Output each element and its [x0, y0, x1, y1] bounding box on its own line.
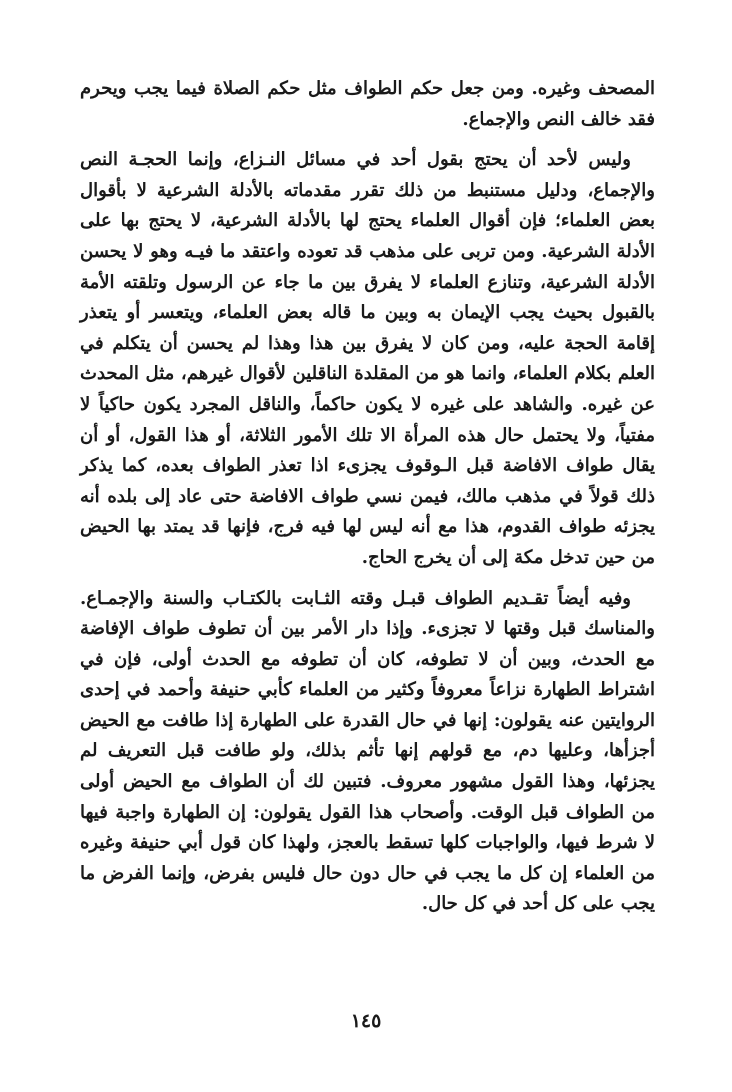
body-text [80, 74, 655, 920]
paragraph-2: وليس لأحد أن يحتج بقول أحد في مسائل النـزاع، وإنما الحجـة النص والإجماع، ودليل مستنبط من ذلك تقرر مقدماته بالأدلة الشرعية لا بأقوال بعض العلماء؛ فإن أقوال العلماء يحتج لها بالأدلة الشرعية، لا يحتج بها على الأدلة الشرعية. ومن تربى على مذهب قد تعوده واعتقد ما فيـه وهو لا يحسن الأدلة الشرعية، وتنازع العلماء لا يفرق بين ما جاء عن الرسول وتلقته الأمة بالقبول بحيث يجب الإيمان به وبين ما قاله بعض العلماء، ويتعسر أو يتعذر إقامة الحجة عليه، ومن كان لا يفرق بين هذا وهذا لم يحسن أن يتكلم في العلم بكلام العلماء، وانما هو من المقلدة الناقلين لأقوال غيرهم، مثل المحدث عن غيره. والشاهد على غيره لا يكون حاكماً، والناقل المجرد يكون حاكياً لا مفتياً، ولا يحتمل حال هذه المرأة الا تلك الأمور الثلاثة، أو هذا القول، أو أن يقال طواف الافاضة قبل الـوقوف يجزىء اذا تعذر الطواف بعده، كما يذكر ذلك قولاً في مذهب مالك، فيمن نسي طواف الافاضة حتى عاد إلى بلده أنه يجزئه طواف القدوم، هذا مع أنه ليس لها فيه فرج، فإنها قد يمتد بها الحيض من حين تدخل مكة إلى أن يخرج الحاج. [80, 149, 655, 568]
paragraph-3: وفيه أيضاً تقـديم الطواف قبـل وقته الثـابت بالكتـاب والسنة والإجمـاع. والمناسك قبل وقتها لا تجزىء. وإذا دار الأمر بين أن تطوف طواف الإفاضة مع الحدث، وبين أن لا تطوفه، كان أن تطوفه مع الحدث أولى، فإن في اشتراط الطهارة نزاعاً معروفاً وكثير من العلماء كأبي حنيفة وأحمد في إحدى الروايتين عنه يقولون: إنها في حال القدرة على الطهارة إذا طافت مع الحيض أجزأها، وعليها دم، مع قولهم إنها تأثم بذلك، ولو طافت قبل التعريف لم يجزئها، وهذا القول مشهور معروف. فتبين لك أن الطواف مع الحيض أولى من الطواف قبل الوقت. وأصحاب هذا القول يقولون: إن الطهارة واجبة فيها لا شرط فيها، والواجبات كلها تسقط بالعجز، ولهذا كان قول أبي حنيفة وغيره من العلماء إن كل ما يجب في حال دون حال فليس بفرض، وإنما الفرض ما يجب على كل أحد في كل حال. [80, 587, 655, 915]
page-number: ١٤٥ [350, 1010, 382, 1032]
paragraph-1: المصحف وغيره. ومن جعل حكم الطواف مثل حكم الصلاة فيما يجب ويحرم فقد خالف النص والإجماع. [80, 78, 655, 130]
